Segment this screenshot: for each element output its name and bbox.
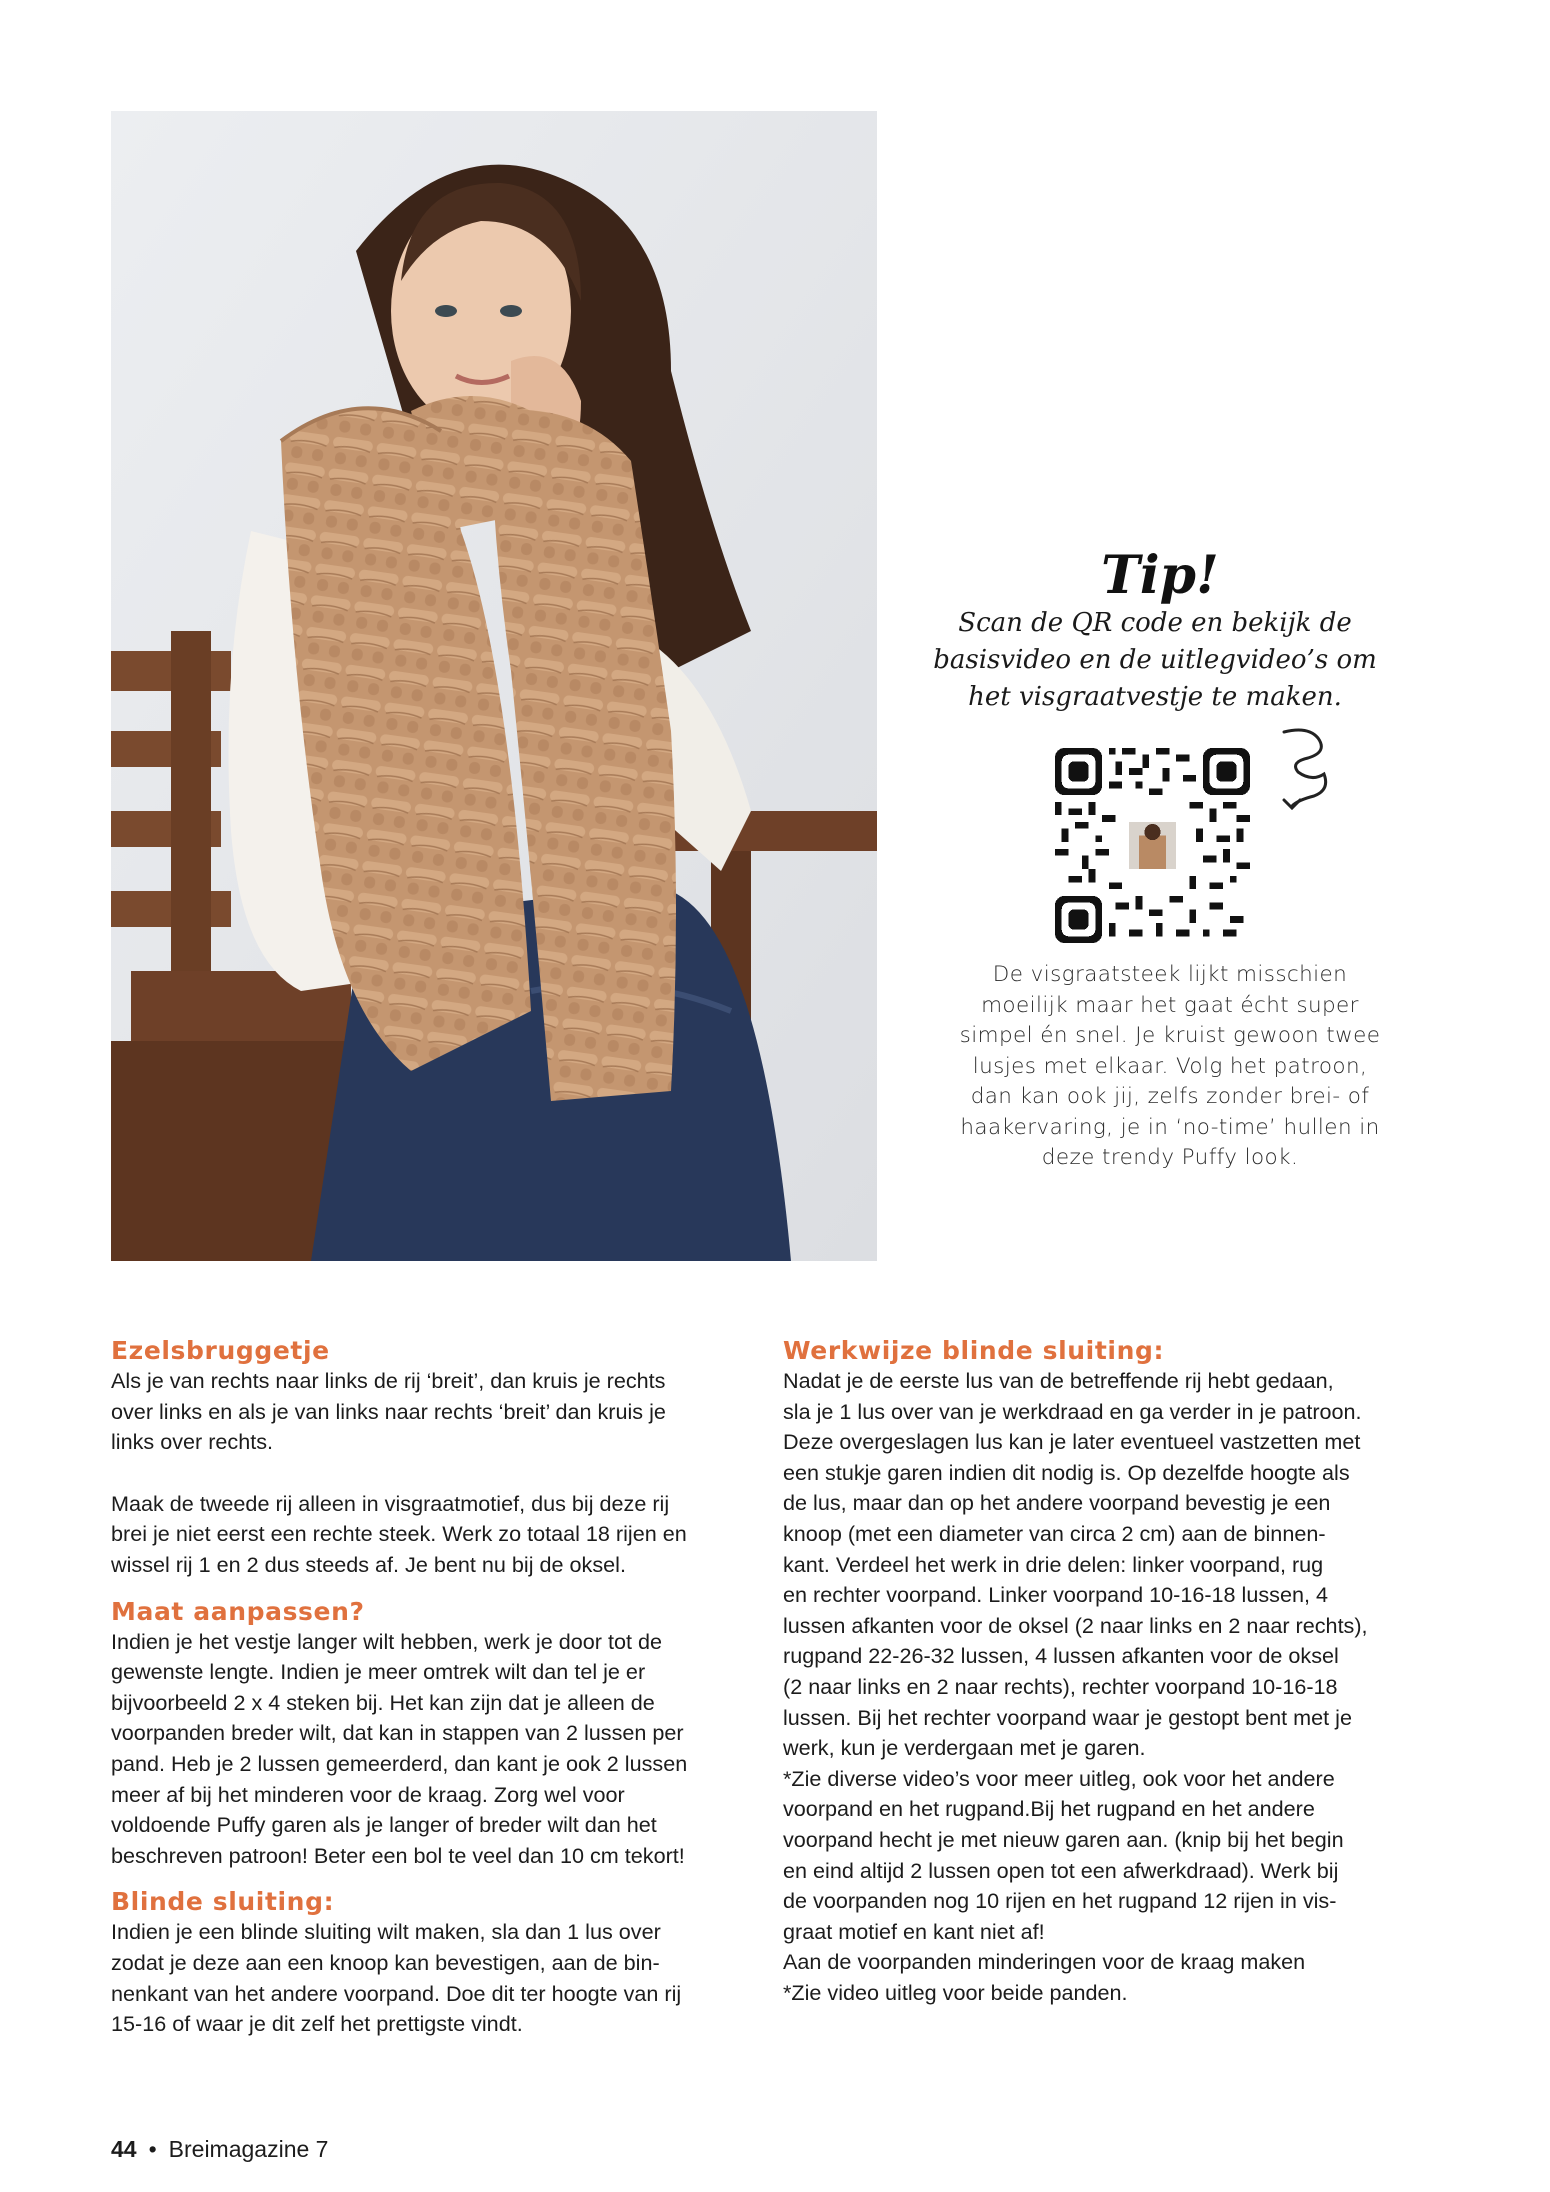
right-column xyxy=(783,1336,1423,2008)
footer-separator: • xyxy=(148,2136,157,2162)
paragraph-ezelsbruggetje-1: Als je van rechts naar links de rij ‘breit’, dan kruis je rechts over links en als je van links naar rechts ‘breit’ dan kruis je links over rechts. xyxy=(111,1368,666,1455)
section-title-maat-aanpassen: Maat aanpassen? xyxy=(111,1596,365,1626)
qr-code-graphic xyxy=(1055,748,1250,943)
intro-note: De visgraatsteek lijkt misschien moeilijk maar het gaat écht super simpel én snel. Je kruist gewoon twee lusjes met elkaar. Volg het patroon, dan kan ook jij, zelfs zonder brei- of haakervaring, je in ‘no-time’ hullen in deze trendy Puffy look. xyxy=(959,962,1381,1170)
qr-code-icon[interactable] xyxy=(1055,748,1250,943)
vest-photo xyxy=(111,111,877,1261)
paragraph-werkwijze: Nadat je de eerste lus van de betreffende rij hebt gedaan, sla je 1 lus over van je werkdraad en ga verder in je patroon. Deze overgeslagen lus kan je later eventueel vastzetten met een stukje garen indien dit nodig is. Op dezelfde hoogte als de lus, maar dan op het andere voorpand bevestig je een knoop (met een diameter van circa 2 cm) aan de binnen- kant. Verdeel het werk in drie delen: linker voorpand, rug en rechter voorpand. Linker voorpand 10-16-18 lussen, 4 lussen afkanten voor de oksel (2 naar links en 2 naar rechts), rugpand 22-26-32 lussen, 4 lussen afkanten voor de oksel (2 naar links en 2 naar rechts), rechter voorpand 10-16-18 lussen. Bij het rechter voorpand waar je gestopt bent met je werk, kun je verdergaan met je garen. *Zie diverse video’s voor meer uitleg, ook voor het andere voorpand en het rugpand.Bij het rugpand en het andere voorpand hecht je met nieuw garen aan. (knip bij het begin en eind altijd 2 lussen open tot een afwerkdraad). Werk bij de voorpanden nog 10 rijen en het rugpand 12 rijen in vis- graat motief en kant niet af! Aan de voorpanden minderingen voor de kraag maken *Zie video uitleg voor beide panden. xyxy=(783,1368,1368,2005)
magazine-name: Breimagazine 7 xyxy=(168,2136,329,2162)
paragraph-ezelsbruggetje-2: Maak de tweede rij alleen in visgraatmotief, dus bij deze rij brei je niet eerst een rechte steek. Werk zo totaal 18 rijen en wissel rij 1 en 2 dus steeds af. Je bent nu bij de oksel. xyxy=(111,1490,687,1577)
tip-text: Scan de QR code en bekijk de basisvideo en de uitlegvideo’s om het visgraatvestje te maken. xyxy=(933,608,1377,712)
page-number: 44 xyxy=(111,2136,137,2162)
page-footer xyxy=(111,2136,328,2163)
left-column xyxy=(111,1336,751,2040)
photo-illustration xyxy=(111,111,877,1261)
tip-title: Tip! xyxy=(1101,545,1219,606)
swirl-arrow-icon xyxy=(1278,724,1334,810)
section-title-werkwijze: Werkwijze blinde sluiting: xyxy=(783,1336,1165,1365)
section-title-ezelsbruggetje: Ezelsbruggetje xyxy=(111,1336,330,1365)
paragraph-maat-aanpassen: Indien je het vestje langer wilt hebben, werk je door tot de gewenste lengte. Indien je meer omtrek wilt dan tel je er bijvoorbeeld 2 x 4 steken bij. Het kan zijn dat je alleen de voorpanden breder wilt, dat kan in stappen van 2 lussen per pand. Heb je 2 lussen gemeerderd, dan kant je ook 2 lussen meer af bij het minderen voor de kraag. Zorg wel voor voldoende Puffy garen als je langer of breder wilt dan het beschreven patroon! Beter een bol te veel dan 10 cm tekort! xyxy=(111,1628,688,1868)
section-title-blinde-sluiting: Blinde sluiting: xyxy=(111,1887,335,1917)
paragraph-blinde-sluiting: Indien je een blinde sluiting wilt maken, sla dan 1 lus over zodat je deze aan een knoop kan bevestigen, aan de bin- nenkant van het andere voorpand. Doe dit ter hoogte van rij 15-16 of waar je dit zelf het prettigste vindt. xyxy=(111,1919,682,2037)
